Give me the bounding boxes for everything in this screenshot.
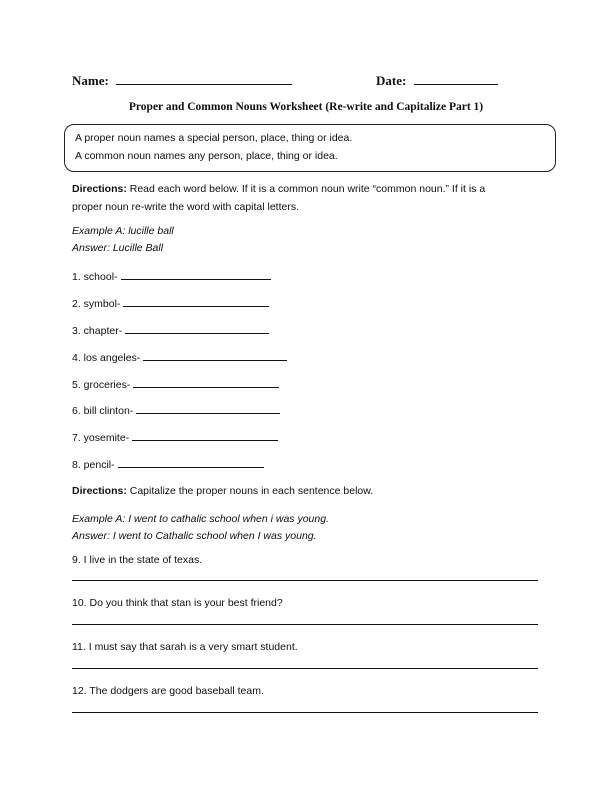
answer-line[interactable] — [72, 668, 538, 669]
worksheet-title: Proper and Common Nouns Worksheet (Re-write and Capitalize Part 1) — [128, 101, 484, 113]
answer-blank[interactable] — [121, 269, 271, 280]
item-word: 7. yosemite- — [72, 432, 130, 444]
section1-answer: Answer: Lucille Ball — [72, 242, 164, 254]
list-item — [72, 403, 280, 417]
answer-blank[interactable] — [132, 430, 278, 441]
section2-directions — [72, 482, 373, 500]
list-item — [72, 377, 279, 391]
directions-text: Read each word below. If it is a common noun write “common noun.” If it is a — [126, 183, 486, 195]
list-item — [72, 269, 271, 283]
answer-blank[interactable] — [123, 296, 269, 307]
list-item — [72, 323, 269, 337]
directions-label: Directions: — [72, 485, 127, 497]
item-word: 2. symbol- — [72, 298, 121, 310]
proper-noun-definition: A proper noun names a special person, place, thing or idea. — [75, 132, 353, 144]
directions-text: Capitalize the proper nouns in each sentence below. — [126, 485, 374, 497]
list-item — [72, 296, 269, 310]
date-line[interactable] — [414, 72, 498, 85]
answer-line[interactable] — [72, 624, 538, 625]
answer-blank[interactable] — [136, 403, 280, 414]
name-label: Name: — [72, 73, 109, 88]
sentence-item: 12. The dodgers are good baseball team. — [72, 685, 264, 697]
directions-label: Directions: — [72, 183, 127, 195]
item-word: 3. chapter- — [72, 325, 123, 337]
answer-line[interactable] — [72, 580, 538, 581]
section1-example: Example A: lucille ball — [72, 225, 174, 237]
date-label: Date: — [376, 73, 407, 88]
sentence-item: 10. Do you think that stan is your best friend? — [72, 597, 283, 609]
answer-line[interactable] — [72, 712, 538, 713]
item-word: 1. school- — [72, 271, 118, 283]
sentence-item: 11. I must say that sarah is a very smart student. — [72, 641, 298, 653]
list-item — [72, 457, 264, 471]
item-word: 4. los angeles- — [72, 352, 141, 364]
answer-blank[interactable] — [133, 377, 279, 388]
list-item — [72, 350, 287, 364]
item-word: 8. pencil- — [72, 459, 115, 471]
name-field — [72, 72, 292, 89]
section2-example: Example A: I went to cathalic school when i was young. — [72, 513, 329, 525]
name-line[interactable] — [116, 72, 292, 85]
date-field — [376, 72, 498, 89]
section1-directions — [72, 180, 552, 216]
section2-answer: Answer: I went to Cathalic school when I was young. — [72, 530, 317, 542]
answer-blank[interactable] — [125, 323, 269, 334]
answer-blank[interactable] — [143, 350, 287, 361]
sentence-item: 9. I live in the state of texas. — [72, 554, 203, 566]
definitions-box — [64, 124, 556, 172]
directions-text-cont: proper noun re-write the word with capital letters. — [72, 201, 300, 213]
list-item — [72, 430, 278, 444]
item-word: 5. groceries- — [72, 379, 131, 391]
item-word: 6. bill clinton- — [72, 405, 134, 417]
common-noun-definition: A common noun names any person, place, thing or idea. — [75, 150, 338, 162]
answer-blank[interactable] — [118, 457, 264, 468]
